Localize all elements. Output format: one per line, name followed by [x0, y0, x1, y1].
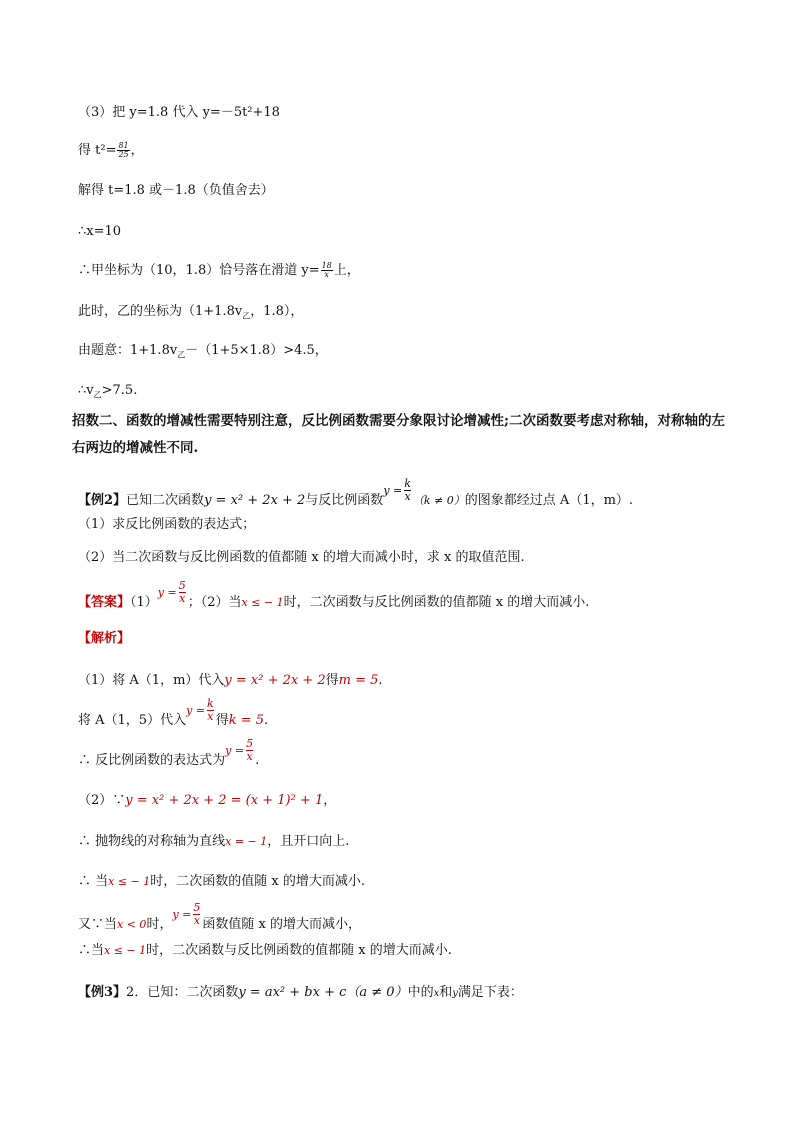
denominator: x — [404, 490, 411, 503]
denominator: x — [179, 592, 186, 605]
part3-line-1 — [78, 104, 280, 122]
text: （2）当二次函数与反比例函数的值都随 x 的增大而减小时，求 x 的取值范围. — [78, 550, 525, 565]
denominator: x — [193, 914, 200, 927]
subscript: 乙 — [177, 350, 186, 360]
part3-line-6 — [78, 303, 303, 326]
numerator: 5 — [193, 901, 201, 914]
part3-line-5 — [78, 262, 360, 280]
answer-line — [78, 579, 590, 615]
text: （2）当 — [200, 595, 242, 610]
analysis-line-2 — [78, 697, 269, 733]
fraction — [117, 142, 129, 159]
text: 时，二次函数与反比例函数的值都随 x 的增大而减小. — [146, 943, 452, 958]
analysis-line-7 — [78, 901, 361, 937]
text: 得 — [215, 713, 229, 728]
text: －（1+5×1.8）>4.5， — [185, 343, 328, 358]
numerator: 18 — [321, 261, 332, 270]
math-expression: y = — [157, 586, 177, 599]
text: 和 — [439, 985, 453, 1000]
text: ∴v — [78, 383, 94, 398]
text: （1） — [130, 595, 158, 610]
text: ∴ 反比例函数的表达式为 — [78, 753, 226, 768]
math-expression: y = — [172, 908, 192, 921]
analysis-line-1 — [78, 672, 383, 690]
text: 得 — [325, 673, 339, 688]
analysis-line-3 — [78, 737, 260, 773]
math-expression: x ≤ − 1 — [104, 944, 147, 957]
analysis-line-4 — [78, 792, 336, 810]
analysis-line-5 — [78, 833, 349, 851]
example-2-question-1 — [78, 516, 255, 534]
text: 时，二次函数的值随 x 的增大而减小. — [150, 874, 366, 889]
math-expression: y = x² + 2x + 2 = (x + 1)² + 1 — [125, 793, 324, 808]
example-label: 【例2】 — [78, 493, 127, 508]
tip-heading: 招数二、函数的增减性需要特别注意，反比例函数需要分象限讨论增减性;二次函数要考虑对称轴，对称轴的左右两边的增减性不同. — [72, 413, 725, 456]
denominator: x — [324, 270, 329, 279]
text: 已知二次函数 — [126, 493, 205, 508]
text: ∴当 — [78, 943, 105, 958]
text: （1）求反比例函数的表达式； — [78, 517, 256, 532]
subscript: 乙 — [93, 390, 102, 400]
math-expression: y = x² + 2x + 2 — [204, 493, 306, 508]
text: 与反比例函数 — [305, 493, 384, 508]
text: ， — [323, 793, 337, 808]
example-2-question-2 — [78, 549, 525, 567]
text: . — [255, 753, 260, 768]
text: >7.5. — [101, 383, 138, 398]
math-expression: （k ≠ 0） — [412, 494, 465, 507]
text: （2）∵ — [78, 793, 126, 808]
text: 解得 t=1.8 或－1.8（负值舍去） — [78, 183, 274, 198]
part3-line-4 — [78, 223, 121, 241]
text: 得 t²= — [78, 143, 117, 158]
analysis-label: 【解析】 — [78, 631, 131, 646]
example-3-stem — [78, 984, 523, 1003]
text: . — [378, 673, 383, 688]
text: 满足下表： — [457, 985, 523, 1000]
text: 函数值随 x 的增大而减小， — [202, 917, 361, 932]
numerator: 5 — [178, 579, 186, 592]
math-variable: x — [433, 988, 440, 999]
text: . — [264, 713, 269, 728]
text: 上， — [333, 263, 360, 278]
text: 将 A（1，5）代入 — [78, 713, 187, 728]
denominator: 25 — [118, 150, 129, 159]
text: ，1.8）， — [250, 304, 304, 319]
text: 由题意：1+1.8v — [78, 343, 178, 358]
fraction — [191, 902, 202, 927]
math-expression: y = — [383, 484, 403, 497]
text: ； — [187, 595, 201, 610]
denominator: x — [207, 710, 214, 723]
fraction — [402, 478, 413, 503]
math-expression: y = ax² + bx + c（a ≠ 0） — [238, 985, 408, 1000]
text: 时， — [146, 917, 173, 932]
fraction — [244, 738, 255, 763]
numerator: k — [404, 477, 411, 490]
math-expression: k = 5 — [228, 713, 265, 728]
analysis-line-8 — [78, 942, 452, 960]
analysis-line-6 — [78, 873, 365, 891]
answer-label: 【答案】 — [78, 595, 131, 610]
math-expression: y = x² + 2x + 2 — [224, 673, 326, 688]
fraction — [321, 262, 333, 279]
math-expression: x < 0 — [117, 918, 147, 931]
example-label: 【例3】 — [78, 985, 127, 1000]
numerator: 5 — [246, 737, 254, 750]
example-2-stem — [78, 477, 634, 513]
text: （3）把 y=1.8 代入 y=－5t²+18 — [78, 105, 280, 120]
text: 2．已知：二次函数 — [126, 985, 239, 1000]
text: ，且开口向上. — [267, 834, 350, 849]
text: 时，二次函数与反比例函数的值都随 x 的增大而减小. — [283, 595, 590, 610]
text: （1）将 A（1，m）代入 — [78, 673, 225, 688]
text: 此时，乙的坐标为（1+1.8v — [78, 304, 243, 319]
text: ， — [130, 143, 144, 158]
subscript: 乙 — [242, 311, 251, 321]
text: ∴x=10 — [78, 224, 122, 239]
math-expression: x ≤ − 1 — [108, 875, 151, 888]
part3-line-7 — [78, 342, 328, 365]
math-expression: y = — [186, 704, 206, 717]
part3-line-3 — [78, 182, 274, 200]
text: ∴ 当 — [78, 874, 109, 889]
text: 又∵当 — [78, 917, 118, 932]
math-expression: x = − 1 — [225, 835, 268, 848]
math-expression: y = — [225, 744, 245, 757]
math-variable: y — [452, 988, 458, 999]
text: ∴甲坐标为（10，1.8）恰号落在滑道 y= — [78, 263, 320, 278]
text: 中的 — [407, 985, 434, 1000]
fraction — [177, 580, 188, 605]
math-expression: x ≤ − 1 — [241, 596, 284, 609]
part3-line-8 — [78, 382, 137, 405]
numerator: 81 — [118, 141, 129, 150]
denominator: x — [246, 750, 253, 763]
text: 的图象都经过点 A（1，m）. — [464, 493, 634, 508]
text: ∴ 抛物线的对称轴为直线 — [78, 834, 226, 849]
numerator: k — [207, 697, 214, 710]
math-expression: m = 5 — [338, 673, 379, 688]
part3-line-2 — [78, 142, 144, 160]
fraction — [205, 698, 216, 723]
